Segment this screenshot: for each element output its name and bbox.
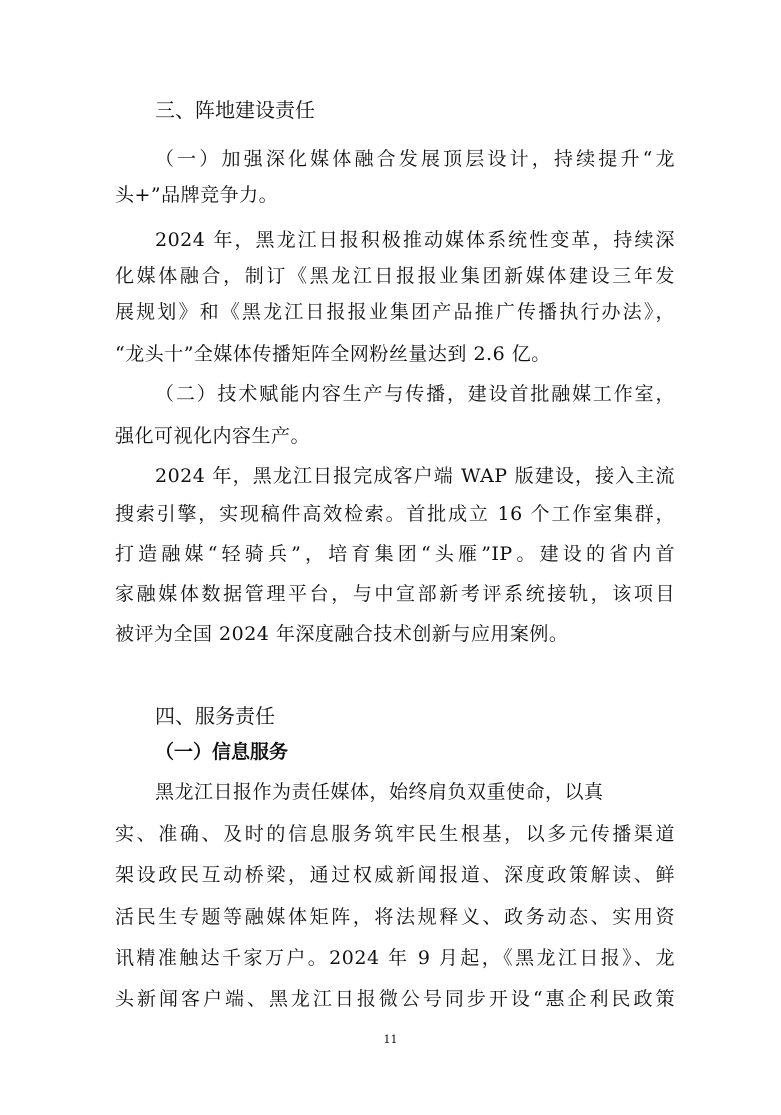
paragraph-line: 2024 年，黑龙江日报完成客户端 WAP 版建设，接入主流	[155, 465, 675, 487]
paragraph-line: 头新闻客户端、黑龙江日报微公号同步开设“惠企利民政策	[115, 988, 675, 1010]
subheading-2-line-1: （二）技术赋能内容生产与传播，建设首批融媒工作室，	[155, 383, 675, 405]
paragraph-line: “龙头十”全媒体传播矩阵全网粉丝量达到 2.6 亿。	[115, 343, 551, 365]
paragraph-line: 活民生专题等融媒体矩阵，将法规释义、政务动态、实用资	[115, 906, 675, 928]
paragraph-line: 2024 年，黑龙江日报积极推动媒体系统性变革，持续深	[155, 229, 675, 251]
page-number: 11	[383, 1033, 398, 1046]
subheading-1-line-1: （一）加强深化媒体融合发展顶层设计，持续提升“龙	[155, 148, 675, 170]
paragraph-line: 实、准确、及时的信息服务筑牢民生根基，以多元传播渠道	[115, 823, 675, 845]
paragraph-line: 黑龙江日报作为责任媒体，始终肩负双重使命，以真	[155, 781, 604, 803]
section-heading-4: 四、服务责任	[155, 704, 275, 728]
paragraph-line: 讯精准触达千家万户。2024 年 9 月起，《黑龙江日报》、龙	[115, 947, 675, 969]
paragraph-line: 被评为全国 2024 年深度融合技术创新与应用案例。	[115, 623, 569, 645]
paragraph-line: 展规划》和《黑龙江日报报业集团产品推广传播执行办法》，	[115, 301, 675, 323]
paragraph-line: 打造融媒“轻骑兵”，培育集团“头雁”IP。建设的省内首	[115, 543, 675, 565]
section-heading-3: 三、阵地建设责任	[155, 98, 315, 122]
subheading-2-line-2: 强化可视化内容生产。	[115, 425, 311, 447]
paragraph-line: 化媒体融合，制订《黑龙江日报报业集团新媒体建设三年发	[115, 265, 675, 287]
paragraph-line: 架设政民互动桥梁，通过权威新闻报道、深度政策解读、鲜	[115, 864, 675, 886]
paragraph-line: 家融媒体数据管理平台，与中宣部新考评系统接轨，该项目	[115, 583, 675, 605]
subheading-info-service: （一）信息服务	[155, 741, 289, 763]
paragraph-line: 搜索引擎，实现稿件高效检索。首批成立 16 个工作室集群，	[115, 503, 675, 525]
subheading-1-line-2: 头+”品牌竞争力。	[115, 184, 279, 206]
